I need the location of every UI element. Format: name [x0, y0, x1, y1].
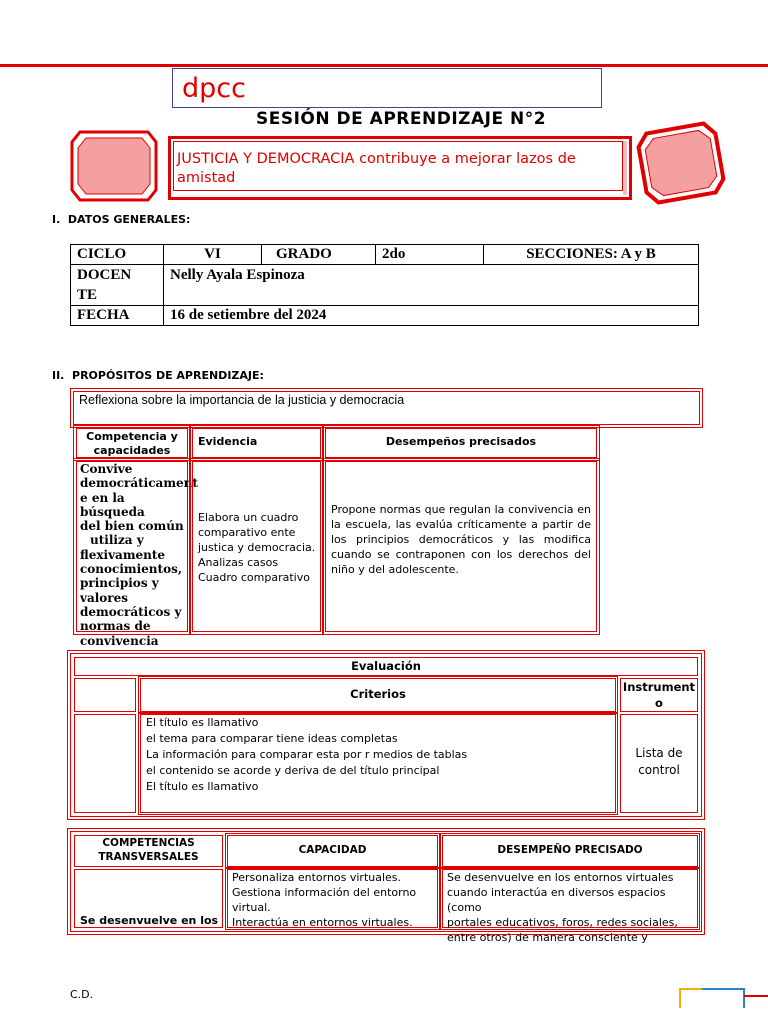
desempeno-line: cuando interactúa en diversos espacios (como — [447, 886, 666, 914]
ciclo-value: VI — [164, 245, 262, 265]
criterios-list — [146, 715, 615, 795]
evidencia-line: Analizas casos — [198, 556, 279, 569]
desempenos-header: Desempeños precisados — [325, 428, 597, 458]
evidencia-lines — [198, 510, 320, 585]
criterio-item: el tema para comparar tiene ideas completas — [146, 732, 398, 745]
evaluacion-empty-cell — [74, 714, 136, 813]
evidencia-header: Evidencia — [192, 428, 321, 458]
ciclo-label: CICLO — [71, 245, 164, 265]
left-octagon-ornament — [66, 128, 162, 204]
competencia-line: del bien común — [80, 519, 184, 534]
section-2-heading: II. PROPÓSITOS DE APRENDIZAJE: — [52, 369, 264, 382]
competencia-line: normas de — [80, 619, 151, 634]
competencia-header: Competencia y capacidades — [76, 428, 188, 458]
desempeno-line: portales educativos, foros, redes sociales, — [447, 916, 678, 929]
desempeno-line: Se desenvuelve en los entornos virtuales — [447, 871, 674, 884]
capacidad-line: Gestiona información del entorno — [232, 886, 417, 899]
competencia-line: Convive — [80, 462, 133, 476]
competencias-transversales-header: COMPETENCIAS TRANSVERSALES — [74, 835, 223, 867]
capacidad-header: CAPACIDAD — [227, 835, 438, 867]
right-octagon-ornament — [636, 120, 726, 206]
capacidad-lines — [232, 870, 437, 930]
competencia-line: e en la búsqueda — [80, 490, 145, 519]
logo-box — [172, 68, 602, 108]
session-title: SESIÓN DE APRENDIZAJE N°2 — [256, 109, 547, 129]
competencia-lines — [80, 462, 198, 648]
competencia-line: utiliza y — [90, 533, 144, 548]
criterios-header: Criterios — [140, 678, 616, 712]
grado-label: GRADO — [262, 245, 376, 265]
competencia-cell — [76, 461, 198, 648]
docente-value: Nelly Ayala Espinoza — [164, 265, 699, 306]
capacidad-line: virtual. — [232, 901, 271, 914]
criterio-item: el contenido se acorde y deriva de del título principal — [146, 764, 440, 777]
capacidad-line: Interactúa en entornos virtuales. — [232, 916, 413, 929]
footer-corner-ornament — [668, 986, 768, 1010]
theme-banner — [168, 136, 632, 200]
top-red-line — [0, 64, 768, 67]
criterios-cell — [140, 714, 616, 813]
evaluacion-empty-header — [74, 678, 136, 712]
competencia-line: convivencia — [80, 633, 159, 648]
secciones: SECCIONES: A y B — [484, 245, 699, 265]
competencia-line: conocimientos, — [80, 562, 182, 577]
purpose-text: Reflexiona sobre la importancia de la justicia y democracia — [79, 393, 405, 407]
capacidad-line: Personaliza entornos virtuales. — [232, 871, 402, 884]
evidencia-line: Elabora un cuadro — [198, 511, 299, 524]
desempeno-cell — [325, 461, 597, 632]
evidencia-cell — [192, 461, 321, 632]
competencia-line: democráticos y — [80, 604, 182, 619]
fecha-value: 16 de setiembre del 2024 — [164, 306, 699, 326]
criterio-item: El título es llamativo — [146, 716, 259, 729]
grado-value: 2do — [376, 245, 484, 265]
datos-generales-table — [70, 244, 699, 326]
criterio-item: La información para comparar esta por r medios de tablas — [146, 748, 468, 761]
competencia-line: principios y — [80, 576, 159, 591]
footer-text: C.D. — [70, 988, 94, 1001]
competencia-line: flexivamente — [80, 547, 166, 562]
desempeno-transversal-lines — [447, 870, 697, 945]
competencia-line: democráticament — [80, 476, 198, 491]
theme-title: JUSTICIA Y DEMOCRACIA contribuye a mejorar lazos de amistad — [177, 151, 576, 186]
fecha-label: FECHA — [71, 306, 164, 326]
evidencia-line: Cuadro comparativo — [198, 571, 310, 584]
instrumento-header: Instrument o — [620, 678, 698, 712]
desempeno-line: entre otros) de manera consciente y — [447, 931, 648, 944]
purpose-box — [73, 391, 700, 425]
desempeno-precisado-header: DESEMPEÑO PRECISADO — [442, 835, 698, 867]
evidencia-line: comparativo ente — [198, 526, 296, 539]
criterio-item: El título es llamativo — [146, 780, 259, 793]
evaluacion-title-row — [74, 657, 698, 676]
evaluacion-title: Evaluación — [351, 659, 421, 673]
competencia-transversal-cell: Se desenvuelve en los — [74, 869, 223, 928]
capacidad-cell — [227, 869, 438, 928]
desempeno-text: Propone normas que regulan la convivencia en la escuela, las evalúa críticamente a partir de los principios democráticos y las modifica cuando se contraponen con los derechos del niño y del adolescente. — [331, 503, 591, 576]
instrumento-cell: Lista de control — [620, 714, 698, 813]
evidencia-line: justica y democracia. — [198, 541, 316, 554]
competencia-line: valores — [80, 590, 129, 605]
section-1-heading: I. DATOS GENERALES: — [52, 213, 191, 226]
desempeno-transversal-cell — [442, 869, 698, 944]
logo-text: dpcc — [182, 73, 246, 104]
docente-label: DOCEN TE — [71, 265, 164, 306]
